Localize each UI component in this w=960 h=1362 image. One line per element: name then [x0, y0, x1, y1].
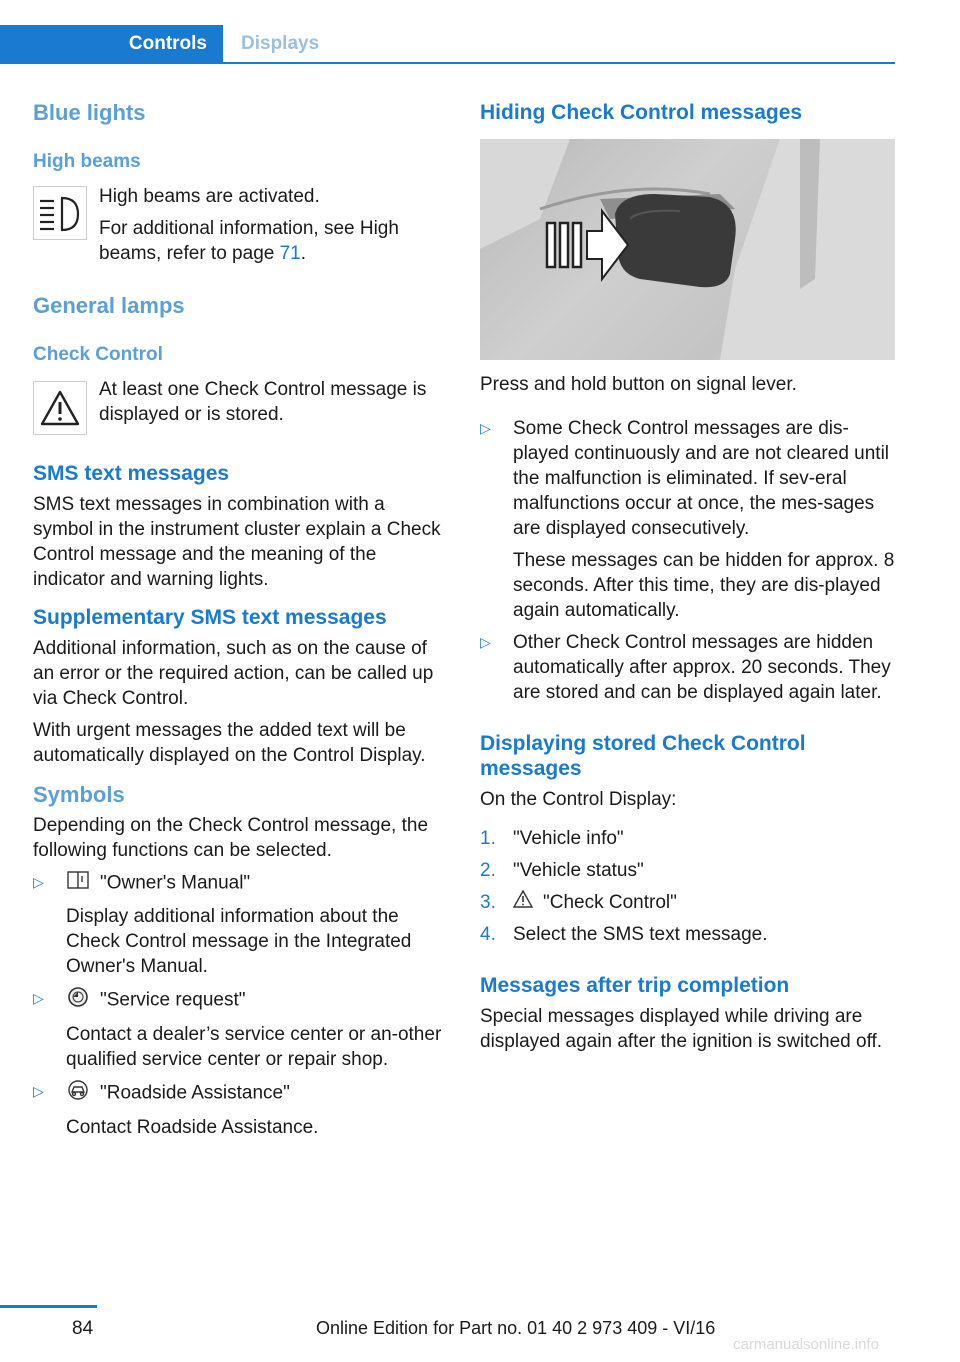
step-item: [480, 922, 896, 947]
edition-text: Online Edition for Part no. 01 40 2 973 409 - VI/16: [316, 1318, 716, 1338]
symbol-desc: Contact Roadside Assistance.: [66, 1117, 319, 1138]
symbol-label: [66, 986, 448, 1015]
header-tabs: [0, 25, 895, 64]
symbol-desc: Contact a dealer’s service center or an-other qualified service center or repair shop.: [66, 1024, 442, 1070]
warning-triangle-icon: [513, 890, 533, 915]
supp-text-1: Additional information, such as on the cause of an error or the required action, can be called up via Check Control.: [33, 638, 434, 709]
step-text: "Vehicle status": [513, 860, 644, 881]
symbol-label: [66, 870, 448, 897]
service-request-label: "Service request": [100, 989, 246, 1011]
watermark: carmanualsonline.info: [733, 1336, 879, 1353]
symbols-heading: Symbols: [33, 782, 125, 807]
triangle-bullet-icon: ▷: [33, 874, 44, 890]
high-beams-heading: High beams: [33, 151, 141, 172]
page-number: 84: [72, 1318, 94, 1339]
hiding-bullet: [480, 416, 896, 623]
high-beam-icon: [33, 186, 87, 240]
sms-heading: SMS text messages: [33, 462, 230, 485]
step-number: 2.: [480, 860, 496, 881]
symbol-item: [33, 986, 448, 1072]
tab-displays[interactable]: Displays: [241, 33, 320, 54]
supp-text-2: With urgent messages the added text will be automatically displayed on the Control Display.: [33, 720, 426, 766]
step-number: 4.: [480, 924, 496, 946]
step-item: [480, 826, 896, 851]
footer-rule: [0, 1305, 97, 1308]
symbol-desc: Display additional information about the Check Control message in the Integrated Owner's Manual.: [66, 906, 412, 977]
roadside-assistance-icon: [66, 1079, 90, 1108]
symbol-label: [66, 1079, 448, 1108]
step-number: 3.: [480, 892, 496, 913]
high-beams-text: High beams are activated.: [99, 186, 320, 207]
after-text: Special messages displayed while driving are displayed again after the ignition is switched off.: [480, 1006, 883, 1053]
hiding-bullet-text: Other Check Control messages are hidden automatically after approx. 20 seconds. They are stored and can be displayed again later.: [513, 632, 891, 703]
high-beams-more: [99, 216, 448, 266]
general-lamps-heading: General lamps: [33, 293, 185, 318]
high-beams-more-text: For additional information, see High beams, refer to page: [99, 218, 399, 264]
triangle-bullet-icon: ▷: [480, 420, 491, 436]
step-number: 1.: [480, 828, 496, 849]
hiding-bullet-extra: These messages can be hidden for approx. 8 seconds. After this time, they are dis-played again automatically.: [513, 550, 895, 621]
step-item: [480, 890, 896, 915]
book-icon: [66, 870, 90, 897]
on-display-text: On the Control Display:: [480, 789, 677, 810]
symbols-text: Depending on the Check Control message, the following functions can be selected.: [33, 815, 429, 861]
bmw-service-icon: [66, 986, 90, 1015]
triangle-bullet-icon: ▷: [480, 634, 491, 650]
step-text: "Check Control": [543, 892, 677, 913]
check-control-row: [33, 377, 448, 435]
supp-heading: Supplementary SMS text messages: [33, 606, 387, 629]
blue-lights-heading: Blue lights: [33, 100, 146, 125]
sms-text: SMS text messages in combination with a symbol in the instrument cluster explain a Check Control message and the meaning of the indicator and warning lights.: [33, 494, 441, 590]
period: .: [300, 243, 307, 264]
tab-controls[interactable]: Controls: [0, 25, 223, 62]
warning-triangle-icon: [33, 381, 87, 435]
roadside-assistance-label: "Roadside Assistance": [100, 1082, 290, 1104]
check-control-text: At least one Check Control message is displayed or is stored.: [99, 379, 427, 425]
symbol-item: [33, 1079, 448, 1140]
page-link[interactable]: 71: [279, 243, 301, 264]
symbol-item: [33, 870, 448, 979]
triangle-bullet-icon: ▷: [33, 990, 44, 1006]
press-text: Press and hold button on signal lever.: [480, 374, 797, 395]
hiding-bullet-text: Some Check Control messages are dis-played continuously and are not cleared until the malfunction is eliminated. If sev-eral malfunctions occur at once, the mes-sages are displayed consecutively.: [513, 418, 890, 539]
right-column: [480, 100, 896, 1054]
owners-manual-label: "Owner's Manual": [100, 872, 251, 894]
hiding-bullet: [480, 630, 896, 705]
left-column: [33, 100, 448, 1140]
hiding-heading: Hiding Check Control messages: [480, 101, 803, 124]
high-beams-row: [33, 184, 448, 266]
displaying-heading: Displaying stored Check Control messages: [480, 732, 806, 780]
after-heading: Messages after trip completion: [480, 974, 790, 998]
triangle-bullet-icon: ▷: [33, 1083, 44, 1099]
step-item: [480, 858, 896, 883]
signal-lever-image: [480, 139, 895, 360]
check-control-heading: Check Control: [33, 344, 163, 365]
step-text: "Vehicle info": [513, 828, 624, 849]
step-text: Select the SMS text message.: [513, 924, 768, 946]
